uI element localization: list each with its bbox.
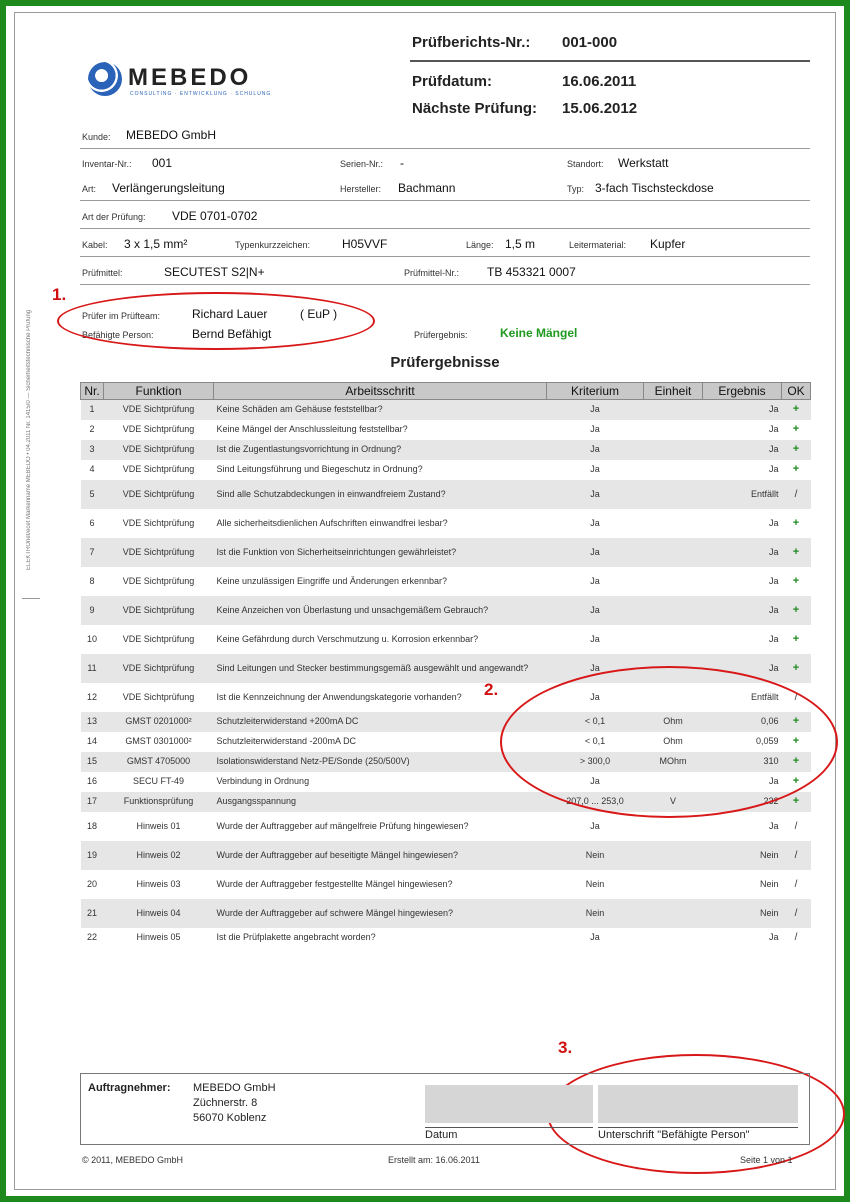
page-number: Seite 1 von 1	[740, 1155, 793, 1165]
date-field[interactable]	[425, 1085, 593, 1123]
row-ok: +	[782, 440, 811, 460]
table-row	[81, 841, 811, 870]
column-header: Kriterium	[547, 383, 644, 400]
signature-field[interactable]	[598, 1085, 798, 1123]
row-step: Ist die Prüfplakette angebracht worden?	[214, 928, 547, 948]
serial-label: Serien-Nr.:	[340, 159, 384, 169]
test-type-value: VDE 0701-0702	[172, 209, 258, 223]
contractor-name: MEBEDO GmbH	[193, 1082, 276, 1094]
row-result: 310	[703, 752, 782, 772]
row-number: 21	[81, 899, 104, 928]
table-row	[81, 440, 811, 460]
row-criterion: Ja	[547, 400, 644, 420]
table-row	[81, 870, 811, 899]
row-result: Nein	[703, 870, 782, 899]
column-header: Ergebnis	[703, 383, 782, 400]
test-result-value: Keine Mängel	[500, 326, 578, 340]
test-date-label: Prüfdatum:	[412, 73, 492, 90]
row-number: 12	[81, 683, 104, 712]
row-number: 6	[81, 509, 104, 538]
row-step: Keine Mängel der Anschlussleitung feststellbar?	[214, 420, 547, 440]
tester-value: Richard Lauer	[192, 307, 268, 321]
row-criterion: Ja	[547, 596, 644, 625]
row-result: Ja	[703, 538, 782, 567]
annotation-mark-2: 2.	[484, 680, 499, 699]
row-function: VDE Sichtprüfung	[104, 625, 214, 654]
annotation-mark-3: 3.	[558, 1038, 573, 1057]
row-function: VDE Sichtprüfung	[104, 440, 214, 460]
row-step: Schutzleiterwiderstand +200mA DC	[214, 712, 547, 732]
row-criterion: Ja	[547, 440, 644, 460]
row-step: Ist die Kennzeichnung der Anwendungskategorie vorhanden?	[214, 683, 547, 712]
row-number: 10	[81, 625, 104, 654]
type-code-value: H05VVF	[342, 237, 388, 251]
row-ok: +	[782, 712, 811, 732]
table-row	[81, 460, 811, 480]
row-function: SECU FT-49	[104, 772, 214, 792]
row-unit: Ohm	[644, 712, 703, 732]
column-header: Nr.	[81, 383, 104, 400]
logo-name: MEBEDO	[128, 64, 252, 91]
row-ok: +	[782, 732, 811, 752]
column-header: Funktion	[104, 383, 214, 400]
row-unit	[644, 509, 703, 538]
row-function: GMST 0201000²	[104, 712, 214, 732]
row-function: VDE Sichtprüfung	[104, 654, 214, 683]
logo-tagline: CONSULTING · ENTWICKLUNG · SCHULUNG	[130, 91, 272, 97]
row-number: 7	[81, 538, 104, 567]
row-function: VDE Sichtprüfung	[104, 420, 214, 440]
row-ok: +	[782, 400, 811, 420]
row-ok: +	[782, 596, 811, 625]
annotation-mark-1: 1.	[52, 285, 67, 304]
header-divider	[410, 60, 810, 62]
row-unit	[644, 870, 703, 899]
row-step: Keine Anzeichen von Überlastung und unsachgemäßem Gebrauch?	[214, 596, 547, 625]
row-number: 8	[81, 567, 104, 596]
row-number: 18	[81, 812, 104, 841]
row-step: Sind alle Schutzabdeckungen in einwandfreiem Zustand?	[214, 480, 547, 509]
row-function: VDE Sichtprüfung	[104, 567, 214, 596]
row-function: VDE Sichtprüfung	[104, 538, 214, 567]
row-criterion: Ja	[547, 683, 644, 712]
annotation-ellipse-1	[57, 292, 375, 350]
row-step: Verbindung in Ordnung	[214, 772, 547, 792]
row-criterion: Nein	[547, 841, 644, 870]
model-label: Typ:	[567, 184, 585, 194]
row-unit	[644, 596, 703, 625]
row-criterion: Ja	[547, 420, 644, 440]
row-unit	[644, 928, 703, 948]
contractor-label: Auftragnehmer:	[88, 1082, 171, 1094]
row-result: Ja	[703, 440, 782, 460]
row-criterion: Ja	[547, 772, 644, 792]
row-unit	[644, 420, 703, 440]
type-label: Art:	[82, 184, 97, 194]
row-ok: +	[782, 509, 811, 538]
row-criterion: < 0,1	[547, 712, 644, 732]
row-number: 3	[81, 440, 104, 460]
test-result-label: Prüfergebnis:	[414, 330, 468, 340]
row-criterion: Ja	[547, 538, 644, 567]
row-ok: +	[782, 625, 811, 654]
maker-value: Bachmann	[398, 181, 456, 195]
test-date: 16.06.2011	[562, 73, 637, 90]
row-function: VDE Sichtprüfung	[104, 400, 214, 420]
row-unit	[644, 440, 703, 460]
location-value: Werkstatt	[618, 156, 669, 170]
table-row	[81, 899, 811, 928]
model-value: 3-fach Tischsteckdose	[595, 181, 714, 195]
row-result: Ja	[703, 654, 782, 683]
row-step: Ist die Funktion von Sicherheitseinrichtungen gewährleistet?	[214, 538, 547, 567]
row-number: 20	[81, 870, 104, 899]
material-value: Kupfer	[650, 237, 686, 251]
table-row	[81, 567, 811, 596]
divider	[80, 256, 810, 257]
inventory-label: Inventar-Nr.:	[82, 159, 132, 169]
qualified-person-label: Befähigte Person:	[82, 330, 154, 340]
row-criterion: < 0,1	[547, 732, 644, 752]
row-ok: /	[782, 841, 811, 870]
side-tick	[22, 598, 40, 599]
row-number: 13	[81, 712, 104, 732]
row-result: Ja	[703, 567, 782, 596]
row-step: Ausgangsspannung	[214, 792, 547, 812]
column-header: Arbeitsschritt	[214, 383, 547, 400]
row-number: 15	[81, 752, 104, 772]
row-unit	[644, 480, 703, 509]
row-step: Keine Schäden am Gehäuse feststellbar?	[214, 400, 547, 420]
row-number: 2	[81, 420, 104, 440]
row-result: Ja	[703, 812, 782, 841]
row-ok: /	[782, 899, 811, 928]
created-date: Erstellt am: 16.06.2011	[388, 1155, 480, 1165]
row-ok: /	[782, 683, 811, 712]
table-row	[81, 538, 811, 567]
material-label: Leitermaterial:	[569, 240, 627, 250]
row-function: Funktionsprüfung	[104, 792, 214, 812]
row-number: 4	[81, 460, 104, 480]
row-function: GMST 0301000²	[104, 732, 214, 752]
row-function: Hinweis 03	[104, 870, 214, 899]
row-step: Alle sicherheitsdienlichen Aufschriften einwandfrei lesbar?	[214, 509, 547, 538]
table-row	[81, 480, 811, 509]
table-row	[81, 509, 811, 538]
test-type-label: Art der Prüfung:	[82, 212, 146, 222]
row-number: 1	[81, 400, 104, 420]
maker-label: Hersteller:	[340, 184, 382, 194]
row-ok: /	[782, 480, 811, 509]
row-number: 14	[81, 732, 104, 752]
customer-label: Kunde:	[82, 132, 111, 142]
row-result: Ja	[703, 420, 782, 440]
row-criterion: Nein	[547, 899, 644, 928]
row-step: Wurde der Auftraggeber auf schwere Mängel hingewiesen?	[214, 899, 547, 928]
row-number: 17	[81, 792, 104, 812]
row-number: 5	[81, 480, 104, 509]
row-function: VDE Sichtprüfung	[104, 480, 214, 509]
row-ok: /	[782, 812, 811, 841]
table-row	[81, 625, 811, 654]
row-function: GMST 4705000	[104, 752, 214, 772]
customer-value: MEBEDO GmbH	[126, 128, 217, 142]
row-ok: +	[782, 772, 811, 792]
row-step: Sind Leitungsführung und Biegeschutz in Ordnung?	[214, 460, 547, 480]
row-unit	[644, 841, 703, 870]
row-step: Sind Leitungen und Stecker bestimmungsgemäß ausgewählt und angewandt?	[214, 654, 547, 683]
type-code-label: Typenkurzzeichen:	[235, 240, 311, 250]
cable-value: 3 x 1,5 mm²	[124, 237, 188, 251]
row-criterion: Ja	[547, 625, 644, 654]
row-result: Entfällt	[703, 683, 782, 712]
row-unit	[644, 899, 703, 928]
row-criterion: Ja	[547, 812, 644, 841]
row-step: Wurde der Auftraggeber festgestellte Mängel hingewiesen?	[214, 870, 547, 899]
table-row	[81, 400, 811, 420]
row-function: Hinweis 01	[104, 812, 214, 841]
row-number: 19	[81, 841, 104, 870]
row-result: 232	[703, 792, 782, 812]
row-number: 16	[81, 772, 104, 792]
row-ok: +	[782, 460, 811, 480]
contractor-city: 56070 Koblenz	[193, 1112, 267, 1124]
row-result: Ja	[703, 772, 782, 792]
row-criterion: 207,0 ... 253,0	[547, 792, 644, 812]
row-step: Keine unzulässigen Eingriffe und Änderungen erkennbar?	[214, 567, 547, 596]
row-result: 0,059	[703, 732, 782, 752]
row-criterion: Ja	[547, 480, 644, 509]
table-header-row	[81, 383, 811, 400]
tester-role: ( EuP )	[300, 307, 338, 321]
row-result: Ja	[703, 460, 782, 480]
signature-label: Unterschrift "Befähigte Person"	[598, 1127, 798, 1141]
row-function: Hinweis 05	[104, 928, 214, 948]
row-unit	[644, 538, 703, 567]
row-function: VDE Sichtprüfung	[104, 460, 214, 480]
divider	[80, 200, 810, 201]
next-test-date: 15.06.2012	[562, 100, 638, 117]
table-row	[81, 596, 811, 625]
row-criterion: Ja	[547, 567, 644, 596]
row-result: Ja	[703, 625, 782, 654]
row-criterion: Ja	[547, 654, 644, 683]
row-ok: /	[782, 870, 811, 899]
cable-label: Kabel:	[82, 240, 108, 250]
row-criterion: Ja	[547, 928, 644, 948]
row-unit: MOhm	[644, 752, 703, 772]
row-step: Ist die Zugentlastungsvorrichtung in Ordnung?	[214, 440, 547, 460]
type-value: Verlängerungsleitung	[112, 181, 225, 195]
row-ok: +	[782, 654, 811, 683]
row-function: VDE Sichtprüfung	[104, 683, 214, 712]
row-ok: +	[782, 752, 811, 772]
row-criterion: Nein	[547, 870, 644, 899]
location-label: Standort:	[567, 159, 604, 169]
qualified-person-value: Bernd Befähigt	[192, 327, 272, 341]
column-header: OK	[782, 383, 811, 400]
row-step: Wurde der Auftraggeber auf beseitigte Mängel hingewiesen?	[214, 841, 547, 870]
row-ok: +	[782, 567, 811, 596]
row-result: Ja	[703, 596, 782, 625]
row-result: 0,06	[703, 712, 782, 732]
row-result: Ja	[703, 400, 782, 420]
row-unit	[644, 460, 703, 480]
report-number: 001-000	[562, 34, 618, 51]
row-criterion: Ja	[547, 460, 644, 480]
row-ok: +	[782, 420, 811, 440]
row-step: Isolationswiderstand Netz-PE/Sonde (250/500V)	[214, 752, 547, 772]
contractor-street: Züchnerstr. 8	[193, 1097, 258, 1109]
row-function: VDE Sichtprüfung	[104, 509, 214, 538]
column-header: Einheit	[644, 383, 703, 400]
instrument-label: Prüfmittel:	[82, 268, 123, 278]
tester-label: Prüfer im Prüfteam:	[82, 311, 161, 321]
serial-value: -	[400, 156, 404, 170]
row-number: 9	[81, 596, 104, 625]
row-ok: /	[782, 928, 811, 948]
row-function: Hinweis 02	[104, 841, 214, 870]
table-row	[81, 420, 811, 440]
row-function: Hinweis 04	[104, 899, 214, 928]
row-criterion: > 300,0	[547, 752, 644, 772]
row-result: Nein	[703, 841, 782, 870]
row-criterion: Ja	[547, 509, 644, 538]
results-title: Prüfergebnisse	[390, 354, 500, 371]
instrument-number-value: TB 453321 0007	[487, 265, 576, 279]
row-unit: V	[644, 792, 703, 812]
row-result: Ja	[703, 928, 782, 948]
report-number-label: Prüfberichts-Nr.:	[412, 34, 531, 51]
row-result: Ja	[703, 509, 782, 538]
row-step: Schutzleiterwiderstand -200mA DC	[214, 732, 547, 752]
row-unit: Ohm	[644, 732, 703, 752]
instrument-value: SECUTEST S2|N+	[164, 265, 265, 279]
row-step: Keine Gefährdung durch Verschmutzung u. Korrosion erkennbar?	[214, 625, 547, 654]
row-function: VDE Sichtprüfung	[104, 596, 214, 625]
annotation-ellipse-2	[500, 666, 838, 818]
row-ok: +	[782, 792, 811, 812]
row-unit	[644, 567, 703, 596]
length-label: Länge:	[466, 240, 494, 250]
row-result: Entfällt	[703, 480, 782, 509]
instrument-number-label: Prüfmittel-Nr.:	[404, 268, 460, 278]
row-unit	[644, 625, 703, 654]
inventory-value: 001	[152, 156, 173, 170]
results-table	[80, 382, 811, 948]
row-result: Nein	[703, 899, 782, 928]
length-value: 1,5 m	[505, 237, 536, 251]
divider	[80, 148, 810, 149]
next-test-label: Nächste Prüfung:	[412, 100, 538, 117]
side-note: ELEKTROnet/ecet Markenname MEBEDO • 04.2011 Nr. 1415/0 — Sicherheitstechnische Prüfung	[26, 309, 32, 570]
copyright: © 2011, MEBEDO GmbH	[82, 1155, 183, 1165]
divider	[80, 228, 810, 229]
mebedo-logo-icon	[88, 62, 122, 96]
row-number: 11	[81, 654, 104, 683]
row-step: Wurde der Auftraggeber auf mängelfreie Prüfung hingewiesen?	[214, 812, 547, 841]
row-ok: +	[782, 538, 811, 567]
date-label: Datum	[425, 1127, 593, 1141]
row-unit	[644, 400, 703, 420]
divider	[80, 284, 810, 285]
row-number: 22	[81, 928, 104, 948]
table-row	[81, 928, 811, 948]
